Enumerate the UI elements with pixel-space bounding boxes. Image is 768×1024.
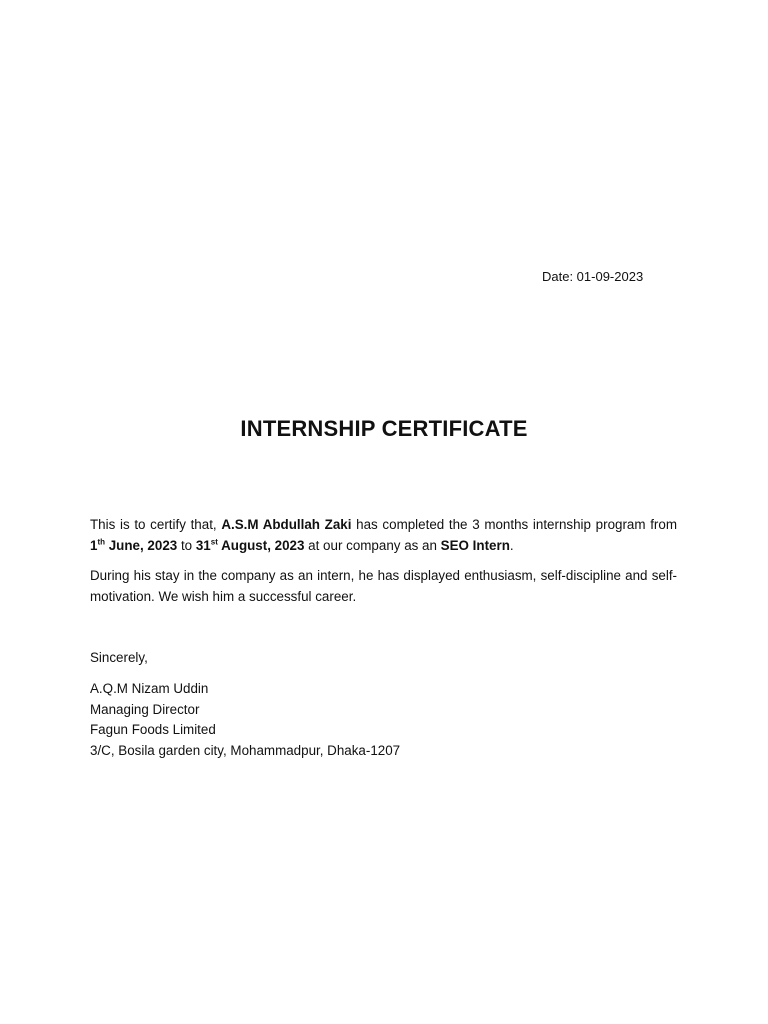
start-day: 1 [90, 537, 98, 553]
conduct-paragraph: During his stay in the company as an intern, he has displayed enthusiasm, self-discipline and self-motivation. We wish him a successful career. [90, 568, 677, 604]
signatory-name: A.Q.M Nizam Uddin [90, 681, 209, 696]
closing-salutation: Sincerely, [90, 650, 148, 665]
signatory-designation: Managing Director [90, 701, 200, 717]
company-name: Fagun Foods Limited [90, 722, 216, 737]
end-day: 31 [195, 537, 211, 553]
text-segment: . [509, 537, 514, 553]
certificate-body [90, 515, 677, 617]
intern-name: A.S.M Abdullah Zaki [221, 517, 352, 532]
signatory-block [90, 679, 400, 761]
text-segment: at our company as an [304, 537, 441, 553]
text-segment: to [177, 537, 196, 553]
certification-paragraph [90, 515, 677, 556]
start-date [90, 538, 177, 553]
text-segment: This is to certify that, [90, 517, 222, 532]
start-month-year: June, 2023 [105, 537, 178, 553]
certificate-title: INTERNSHIP CERTIFICATE [240, 416, 528, 441]
end-day-suffix: st [210, 537, 218, 547]
company-address: 3/C, Bosila garden city, Mohammadpur, Dhaka-1207 [90, 742, 401, 758]
text-segment: has completed the 3 months internship program from [351, 517, 677, 532]
end-date [196, 538, 305, 553]
intern-position: SEO Intern [440, 537, 510, 553]
issue-date: Date: 01-09-2023 [542, 269, 644, 284]
end-month-year: August, 2023 [217, 537, 305, 553]
start-day-suffix: th [97, 537, 106, 547]
